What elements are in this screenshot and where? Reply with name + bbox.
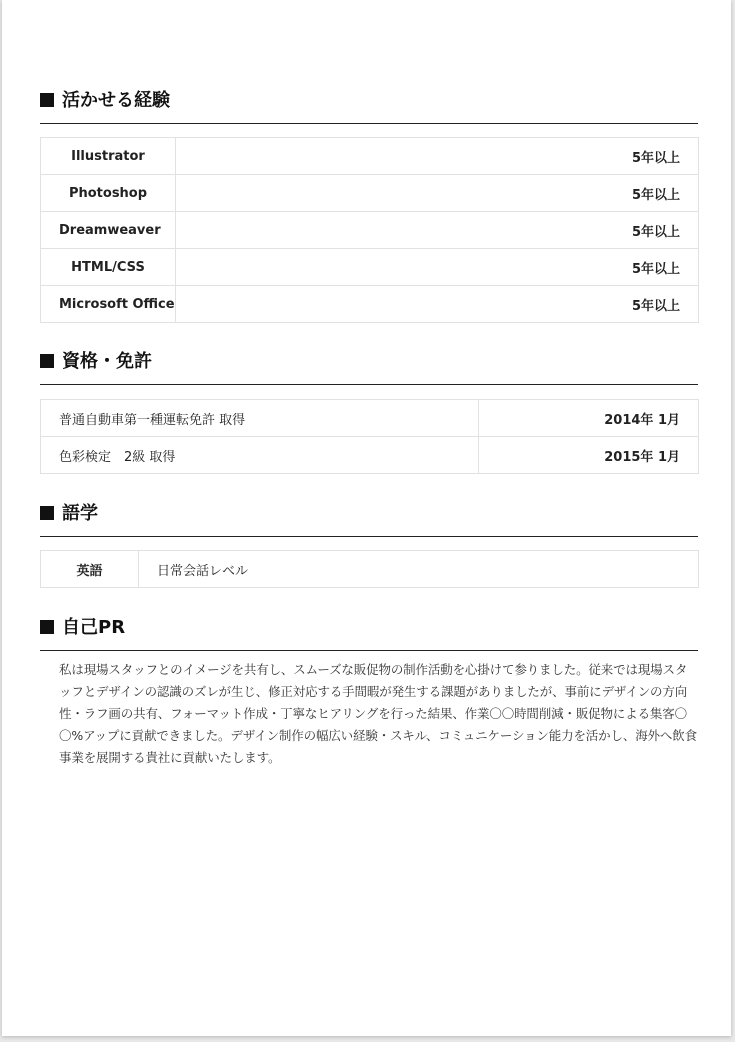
skill-name: Microsoft Office [41,286,176,323]
licenses-title-text: 資格・免許 [62,351,152,372]
language-name: 英語 [41,551,139,588]
licenses-table [40,399,699,474]
skill-name: Photoshop [41,175,176,212]
table-row [41,138,699,175]
table-row [41,551,699,588]
skill-name: Dreamweaver [41,212,176,249]
license-date: 2015年 1月 [479,437,699,474]
languages-table [40,550,699,588]
pr-title-text: 自己PR [62,617,126,638]
skills-table [40,137,699,323]
license-name: 色彩検定 2級 取得 [41,437,479,474]
licenses-divider [40,384,698,385]
table-row [41,212,699,249]
resume-page [2,0,731,1036]
skills-divider [40,123,698,124]
table-row [41,175,699,212]
skill-years: 5年以上 [176,175,699,212]
skill-years: 5年以上 [176,286,699,323]
license-name: 普通自動車第一種運転免許 取得 [41,400,479,437]
languages-section-title [40,502,698,526]
skill-name: HTML/CSS [41,249,176,286]
square-bullet-icon [40,93,54,107]
table-row [41,249,699,286]
language-level: 日常会話レベル [139,551,699,588]
license-date: 2014年 1月 [479,400,699,437]
pr-divider [40,650,698,651]
skills-section-title [40,89,698,113]
table-row [41,437,699,474]
square-bullet-icon [40,354,54,368]
skill-years: 5年以上 [176,212,699,249]
square-bullet-icon [40,506,54,520]
square-bullet-icon [40,620,54,634]
skill-years: 5年以上 [176,249,699,286]
skill-name: Illustrator [41,138,176,175]
licenses-section-title [40,350,698,374]
self-pr-text: 私は現場スタッフとのイメージを共有し、スムーズな販促物の制作活動を心掛けて参りました。従来では現場スタッフとデザインの認識のズレが生じ、修正対応する手間暇が発生する課題がありましたが、事前にデザインの方向性・ラフ画の共有、フォーマット作成・丁寧なヒアリングを行った結果、作業〇〇時間削減・販促物による集客〇〇%アップに貢献できました。デザイン制作の幅広い経験・スキル、コミュニケーション能力を活かし、海外へ飲食事業を展開する貴社に貢献いたします。 [59,662,697,765]
table-row [41,400,699,437]
skills-title-text: 活かせる経験 [62,90,170,111]
skill-years: 5年以上 [176,138,699,175]
table-row [41,286,699,323]
languages-title-text: 語学 [62,503,98,524]
pr-section-title [40,616,698,640]
languages-divider [40,536,698,537]
